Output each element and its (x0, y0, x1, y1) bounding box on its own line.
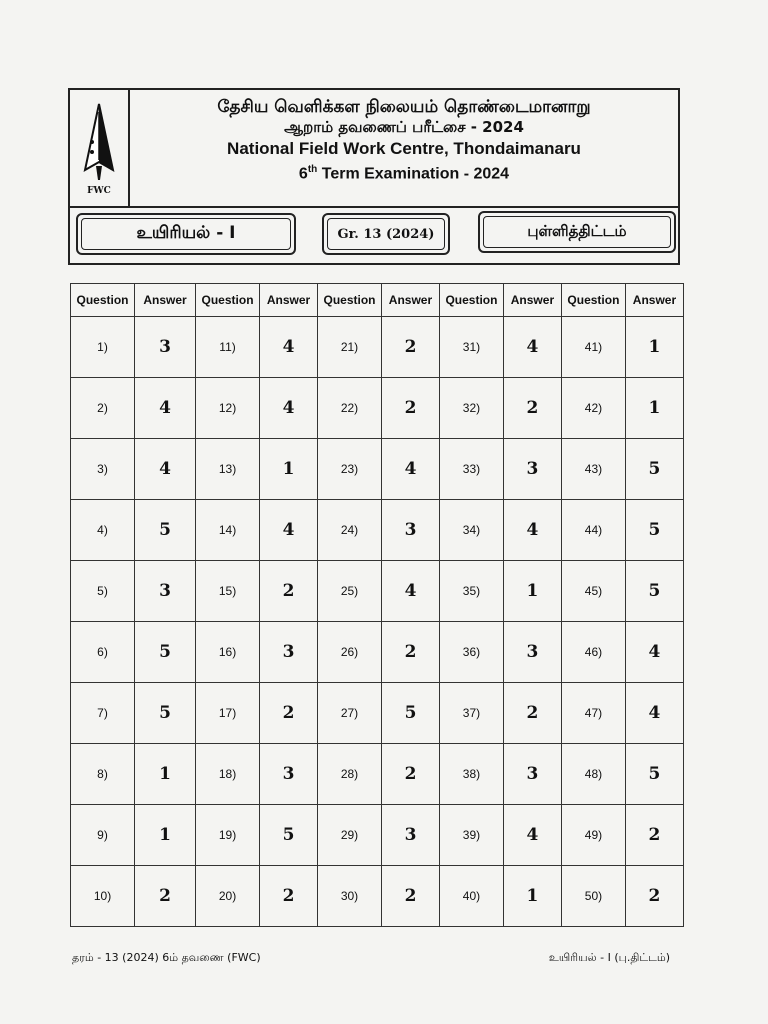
pen-nib-logo-icon (80, 102, 118, 184)
question-number-cell: 5) (71, 561, 135, 622)
question-number-cell: 40) (439, 866, 503, 927)
marking-scheme-label: புள்ளித்திட்டம் (478, 211, 676, 253)
answer-cell: 2 (503, 378, 561, 439)
question-number-cell: 30) (317, 866, 381, 927)
question-number-cell: 8) (71, 744, 135, 805)
answer-cell: 2 (382, 622, 440, 683)
question-number-cell: 19) (196, 805, 260, 866)
answer-cell: 5 (625, 561, 683, 622)
answer-cell: 5 (625, 744, 683, 805)
question-number-cell: 32) (439, 378, 503, 439)
logo (70, 90, 130, 206)
question-column-header: Question (561, 284, 625, 317)
answer-key-table (70, 283, 684, 927)
answer-column-header: Answer (625, 284, 683, 317)
answer-cell: 2 (625, 866, 683, 927)
answer-cell: 3 (135, 317, 196, 378)
answer-cell: 5 (625, 500, 683, 561)
question-column-header: Question (439, 284, 503, 317)
answer-cell: 3 (260, 744, 318, 805)
question-number-cell: 48) (561, 744, 625, 805)
question-number-cell: 47) (561, 683, 625, 744)
question-number-cell: 13) (196, 439, 260, 500)
term-suffix: th (307, 164, 318, 175)
answer-cell: 5 (625, 439, 683, 500)
answer-cell: 1 (135, 744, 196, 805)
answer-cell: 1 (503, 866, 561, 927)
table-row (71, 866, 684, 927)
answer-cell: 3 (382, 805, 440, 866)
question-number-cell: 17) (196, 683, 260, 744)
question-number-cell: 4) (71, 500, 135, 561)
answer-cell: 1 (260, 439, 318, 500)
question-number-cell: 7) (71, 683, 135, 744)
question-number-cell: 28) (317, 744, 381, 805)
answer-column-header: Answer (382, 284, 440, 317)
question-number-cell: 43) (561, 439, 625, 500)
title-tamil-institution: தேசிய வெளிக்கள நிலையம் தொண்டைமானாறு (217, 97, 591, 117)
answer-cell: 4 (135, 378, 196, 439)
question-number-cell: 37) (439, 683, 503, 744)
question-column-header: Question (317, 284, 381, 317)
answer-cell: 4 (503, 805, 561, 866)
term-title: Term Examination - 2024 (317, 165, 510, 183)
title-block (130, 90, 678, 184)
question-number-cell: 2) (71, 378, 135, 439)
exam-header (68, 88, 680, 208)
table-row (71, 744, 684, 805)
footer-right-text: உயிரியல் - I (பு.திட்டம்) (548, 951, 670, 964)
answer-cell: 2 (382, 866, 440, 927)
answer-cell: 4 (382, 561, 440, 622)
answer-cell: 4 (503, 500, 561, 561)
answer-column-header: Answer (135, 284, 196, 317)
answer-cell: 1 (625, 378, 683, 439)
question-number-cell: 16) (196, 622, 260, 683)
question-number-cell: 46) (561, 622, 625, 683)
answer-cell: 4 (260, 378, 318, 439)
answer-cell: 5 (135, 683, 196, 744)
table-row (71, 378, 684, 439)
question-number-cell: 39) (439, 805, 503, 866)
question-number-cell: 29) (317, 805, 381, 866)
subject-label: உயிரியல் - I (76, 213, 296, 255)
question-number-cell: 27) (317, 683, 381, 744)
answer-cell: 2 (382, 378, 440, 439)
question-number-cell: 22) (317, 378, 381, 439)
table-row (71, 805, 684, 866)
question-number-cell: 24) (317, 500, 381, 561)
question-number-cell: 18) (196, 744, 260, 805)
answer-cell: 2 (382, 744, 440, 805)
answer-cell: 2 (260, 683, 318, 744)
question-number-cell: 34) (439, 500, 503, 561)
question-number-cell: 50) (561, 866, 625, 927)
answer-cell: 2 (260, 866, 318, 927)
answer-cell: 1 (135, 805, 196, 866)
question-number-cell: 26) (317, 622, 381, 683)
subheader-row (68, 207, 680, 265)
question-number-cell: 12) (196, 378, 260, 439)
answer-cell: 4 (503, 317, 561, 378)
table-row (71, 317, 684, 378)
question-number-cell: 25) (317, 561, 381, 622)
term-number: 6 (298, 165, 308, 183)
answer-cell: 1 (625, 317, 683, 378)
question-number-cell: 44) (561, 500, 625, 561)
question-number-cell: 36) (439, 622, 503, 683)
title-english-institution: National Field Work Centre, Thondaimanaru (227, 139, 581, 158)
question-column-header: Question (71, 284, 135, 317)
answer-cell: 2 (135, 866, 196, 927)
answer-cell: 4 (260, 317, 318, 378)
question-number-cell: 23) (317, 439, 381, 500)
answer-cell: 4 (382, 439, 440, 500)
table-row (71, 439, 684, 500)
answer-cell: 2 (503, 683, 561, 744)
question-number-cell: 41) (561, 317, 625, 378)
table-row (71, 622, 684, 683)
title-english-exam (130, 160, 678, 184)
answer-cell: 4 (625, 683, 683, 744)
answer-cell: 3 (382, 500, 440, 561)
answer-cell: 2 (382, 317, 440, 378)
answer-cell: 2 (625, 805, 683, 866)
answer-cell: 2 (260, 561, 318, 622)
answer-cell: 4 (135, 439, 196, 500)
answer-cell: 3 (503, 622, 561, 683)
table-row (71, 561, 684, 622)
question-number-cell: 31) (439, 317, 503, 378)
answer-cell: 3 (135, 561, 196, 622)
answer-cell: 5 (135, 622, 196, 683)
question-number-cell: 3) (71, 439, 135, 500)
answer-cell: 3 (503, 439, 561, 500)
question-number-cell: 1) (71, 317, 135, 378)
question-number-cell: 42) (561, 378, 625, 439)
question-column-header: Question (196, 284, 260, 317)
answer-cell: 3 (503, 744, 561, 805)
question-number-cell: 10) (71, 866, 135, 927)
title-tamil-exam: ஆறாம் தவணைப் பரீட்சை - 2024 (284, 118, 524, 136)
answer-column-header: Answer (503, 284, 561, 317)
answer-cell: 4 (260, 500, 318, 561)
question-number-cell: 35) (439, 561, 503, 622)
question-number-cell: 6) (71, 622, 135, 683)
question-number-cell: 20) (196, 866, 260, 927)
question-number-cell: 33) (439, 439, 503, 500)
question-number-cell: 15) (196, 561, 260, 622)
question-number-cell: 49) (561, 805, 625, 866)
answer-cell: 5 (260, 805, 318, 866)
answer-cell: 5 (135, 500, 196, 561)
logo-label: FWC (87, 186, 111, 196)
answer-cell: 3 (260, 622, 318, 683)
answer-cell: 4 (625, 622, 683, 683)
table-header-row (71, 284, 684, 317)
footer-left-text: தரம் - 13 (2024) 6ம் தவணை (FWC) (72, 951, 261, 964)
table-row (71, 500, 684, 561)
grade-label: Gr. 13 (2024) (322, 213, 450, 255)
question-number-cell: 45) (561, 561, 625, 622)
question-number-cell: 38) (439, 744, 503, 805)
answer-cell: 5 (382, 683, 440, 744)
answer-cell: 1 (503, 561, 561, 622)
question-number-cell: 11) (196, 317, 260, 378)
question-number-cell: 9) (71, 805, 135, 866)
question-number-cell: 14) (196, 500, 260, 561)
question-number-cell: 21) (317, 317, 381, 378)
table-row (71, 683, 684, 744)
answer-column-header: Answer (260, 284, 318, 317)
